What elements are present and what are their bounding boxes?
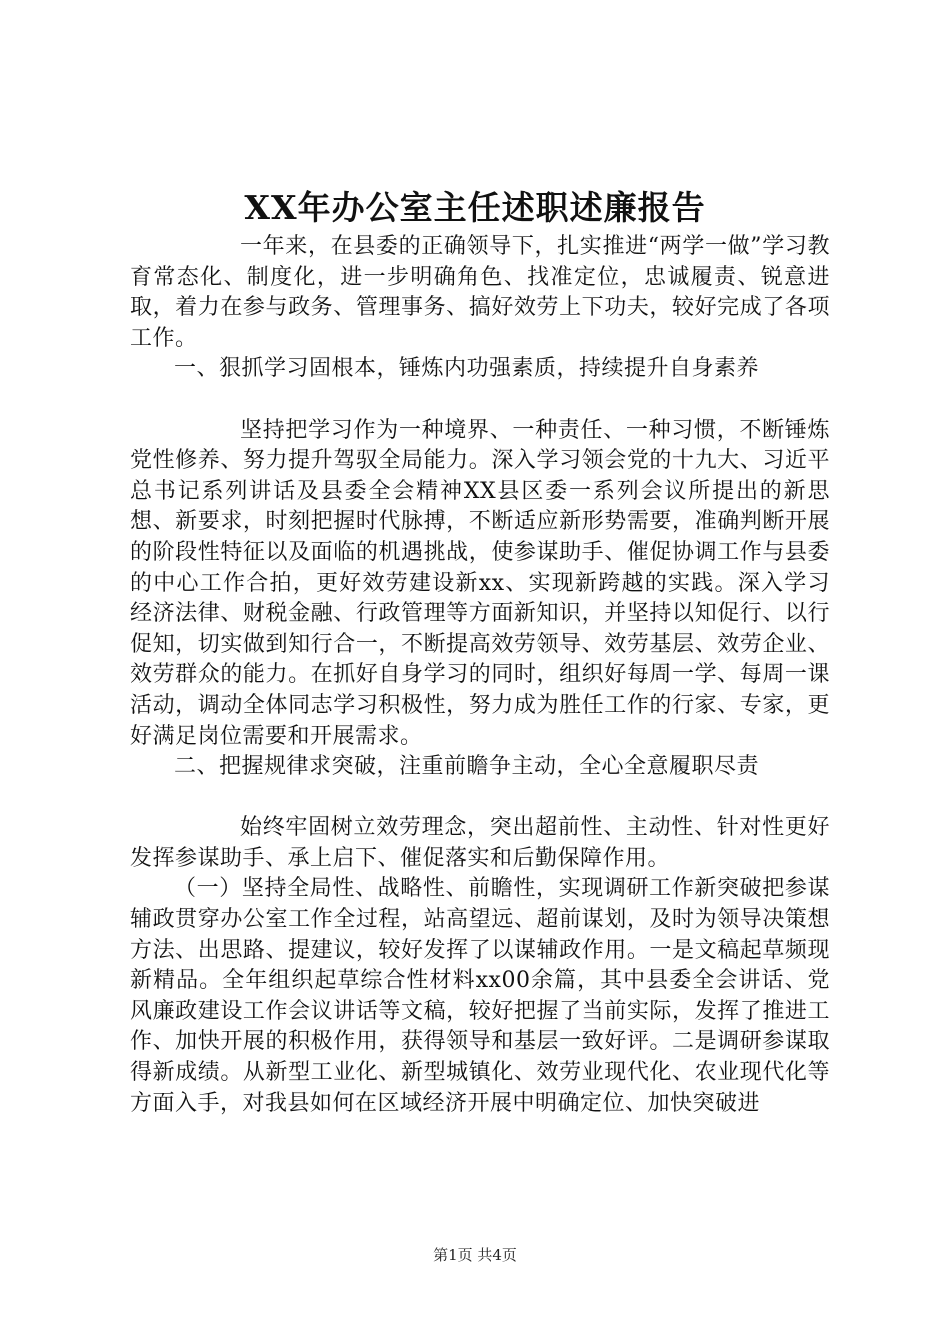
blank-line [130, 783, 830, 814]
section-heading-2: 二、把握规律求突破，注重前瞻争主动，全心全意履职尽责 [174, 754, 760, 780]
subsection-1-paragraph: （一）坚持全局性、战略性、前瞻性，实现调研工作新突破把参谋辅政贯穿办公室工作全过程，站高望远、超前谋划，及时为领导决策想方法、出思路、提建议，较好发挥了以谋辅政作用。一是文稿起草频现新精品。全年组织起草综合性材料xx00余篇，其中县委全会讲话、党风廉政建设工作会议讲话等文稿，较好把握了当前实际，发挥了推进工作、加快开展的积极作用，获得领导和基层一致好评。二是调研参谋取得新成绩。从新型工业化、新型城镇化、效劳业现代化、农业现代化等方面入手，对我县如何在区域经济开展中明确定位、加快突破进 [130, 876, 830, 1116]
intro-paragraph: 一年来，在县委的正确领导下，扎实推进“两学一做”学习教育常态化、制度化，进一步明确角色、找准定位，忠诚履责、锐意进取，着力在参与政务、管理事务、搞好效劳上下功夫，较好完成了各项工作。 [130, 234, 830, 351]
section-1-paragraph: 坚持把学习作为一种境界、一种责任、一种习惯，不断锤炼党性修养、努力提升驾驭全局能力。深入学习领会党的十九大、习近平总书记系列讲话及县委全会精神XX县区委一系列会议所提出的新思想、新要求，时刻把握时代脉搏，不断适应新形势需要，准确判断开展的阶段性特征以及面临的机遇挑战，使参谋助手、催促协调工作与县委的中心工作合拍，更好效劳建设新xx、实现新跨越的实践。深入学习经济法律、财税金融、行政管理等方面新知识，并坚持以知促行、以行促知，切实做到知行合一，不断提高效劳领导、效劳基层、效劳企业、效劳群众的能力。在抓好自身学习的同时，组织好每周一学、每周一课活动，调动全体同志学习积极性，努力成为胜任工作的行家、专家，更好满足岗位需要和开展需求。 [130, 417, 830, 749]
page-footer: 第1页 共4页 [433, 1246, 517, 1264]
section-heading-1: 一、狠抓学习固根本，锤炼内功强素质，持续提升自身素养 [174, 356, 760, 382]
section-2-paragraph: 始终牢固树立效劳理念，突出超前性、主动性、针对性更好发挥参谋助手、承上启下、催促落实和后勤保障作用。 [130, 815, 830, 871]
page-title: XX年办公室主任述职述廉报告 [244, 188, 706, 227]
blank-line [130, 385, 830, 416]
document-body [130, 232, 830, 1119]
